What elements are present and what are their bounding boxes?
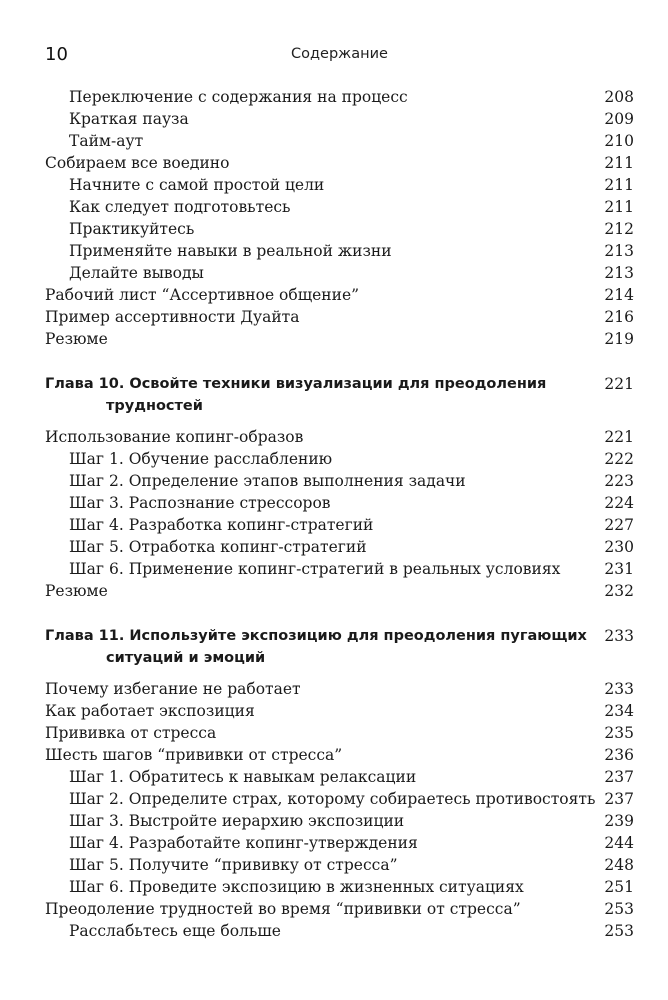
toc-entry[interactable] <box>45 196 634 218</box>
toc-entry-title: Собираем все воедино <box>45 154 230 172</box>
chapter-title-line: трудностей <box>106 398 203 414</box>
toc-entry[interactable] <box>45 426 634 448</box>
toc-entry-page: 251 <box>604 878 634 896</box>
toc-entry[interactable] <box>45 130 634 152</box>
toc-entry-title: Резюме <box>45 330 108 348</box>
toc-entry-page: 253 <box>604 900 634 918</box>
toc-entry-title: Шаг 6. Проведите экспозицию в жизненных ситуациях <box>69 878 524 896</box>
toc-entry[interactable] <box>45 558 634 580</box>
toc-entry-page: 223 <box>604 472 634 490</box>
running-title: Содержание <box>291 46 388 62</box>
toc-entry[interactable] <box>45 678 634 700</box>
toc-entry[interactable] <box>45 810 634 832</box>
toc-entry-page: 231 <box>604 560 634 578</box>
toc-entry[interactable] <box>45 898 634 920</box>
toc-entry[interactable] <box>45 766 634 788</box>
toc-entry-title: Шаг 4. Разработка копинг-стратегий <box>69 516 374 534</box>
toc-entry-title: Практикуйтесь <box>69 220 195 238</box>
toc-entry-page: 222 <box>604 450 634 468</box>
toc-entry-title: Тайм-аут <box>69 132 144 150</box>
toc-entry-page: 214 <box>604 286 634 304</box>
toc-entry[interactable] <box>45 580 634 602</box>
toc-entry-title: Начните с самой простой цели <box>69 176 325 194</box>
toc-entry-title: Использование копинг-образов <box>45 428 304 446</box>
toc-entry[interactable] <box>45 744 634 766</box>
toc-entry-title: Преодоление трудностей во время “прививки от стресса” <box>45 900 521 918</box>
toc-entry-page: 233 <box>604 680 634 698</box>
toc-entry-page: 237 <box>604 790 634 808</box>
toc-entry-title: Шаг 1. Обратитесь к навыкам релаксации <box>69 768 417 786</box>
toc-entry[interactable] <box>45 514 634 536</box>
toc-entry-page: 219 <box>604 330 634 348</box>
toc-block-2 <box>45 426 634 602</box>
toc-entry[interactable] <box>45 920 634 942</box>
toc-entry-title: Применяйте навыки в реальной жизни <box>69 242 392 260</box>
toc-entry[interactable] <box>45 86 634 108</box>
toc-entry[interactable] <box>45 174 634 196</box>
toc-entry-page: 221 <box>604 428 634 446</box>
toc-entry-title: Шесть шагов “прививки от стресса” <box>45 746 343 764</box>
chapter-title-line: ситуаций и эмоций <box>106 650 266 666</box>
toc-entry-title: Как работает экспозиция <box>45 702 255 720</box>
toc-entry-page: 213 <box>604 264 634 282</box>
toc-entry-page: 216 <box>604 308 634 326</box>
toc-entry-page: 235 <box>604 724 634 742</box>
toc-entry-page: 209 <box>604 110 634 128</box>
toc-entry-title: Переключение с содержания на процесс <box>69 88 408 106</box>
toc-entry-title: Шаг 6. Применение копинг-стратегий в реальных условиях <box>69 560 561 578</box>
toc-entry-title: Пример ассертивности Дуайта <box>45 308 300 326</box>
toc-entry[interactable] <box>45 854 634 876</box>
toc-entry-page: 237 <box>604 768 634 786</box>
toc-block-3 <box>45 678 634 942</box>
toc-entry-title: Расслабьтесь еще больше <box>69 922 281 940</box>
toc-entry-title: Резюме <box>45 582 108 600</box>
toc-entry-page: 208 <box>604 88 634 106</box>
page-header <box>45 44 634 68</box>
toc-entry[interactable] <box>45 700 634 722</box>
toc-entry-page: 213 <box>604 242 634 260</box>
toc-block-1 <box>45 86 634 350</box>
toc-entry-page: 227 <box>604 516 634 534</box>
chapter-10-heading[interactable] <box>45 373 634 417</box>
toc-entry-page: 211 <box>604 176 634 194</box>
toc-entry[interactable] <box>45 492 634 514</box>
toc-entry-page: 212 <box>604 220 634 238</box>
toc-entry[interactable] <box>45 788 634 810</box>
toc-entry-title: Рабочий лист “Ассертивное общение” <box>45 286 360 304</box>
toc-entry-title: Прививка от стресса <box>45 724 217 742</box>
toc-entry-page: 232 <box>604 582 634 600</box>
toc-entry-title: Шаг 4. Разработайте копинг-утверждения <box>69 834 418 852</box>
chapter-page-number: 221 <box>604 375 634 393</box>
toc-entry[interactable] <box>45 306 634 328</box>
toc-entry-title: Шаг 3. Выстройте иерархию экспозиции <box>69 812 405 830</box>
toc-entry[interactable] <box>45 470 634 492</box>
chapter-11-heading[interactable] <box>45 625 634 669</box>
toc-entry-page: 253 <box>604 922 634 940</box>
toc-entry[interactable] <box>45 448 634 470</box>
toc-entry-page: 244 <box>604 834 634 852</box>
toc-entry-title: Почему избегание не работает <box>45 680 301 698</box>
toc-entry-page: 234 <box>604 702 634 720</box>
toc-entry[interactable] <box>45 536 634 558</box>
toc-entry[interactable] <box>45 152 634 174</box>
toc-entry-title: Делайте выводы <box>69 264 204 282</box>
toc-entry[interactable] <box>45 832 634 854</box>
toc-entry-title: Шаг 5. Получите “прививку от стресса” <box>69 856 398 874</box>
toc-entry-title: Шаг 3. Распознание стрессоров <box>69 494 331 512</box>
toc-entry[interactable] <box>45 262 634 284</box>
page-number: 10 <box>45 44 68 65</box>
toc-entry-title: Как следует подготовьтесь <box>69 198 291 216</box>
chapter-page-number: 233 <box>604 627 634 645</box>
toc-entry[interactable] <box>45 108 634 130</box>
toc-entry[interactable] <box>45 876 634 898</box>
toc-entry-title: Шаг 1. Обучение расслаблению <box>69 450 333 468</box>
chapter-title-line: Глава 10. Освойте техники визуализации для преодоления <box>45 376 547 392</box>
toc-entry-page: 230 <box>604 538 634 556</box>
table-of-contents <box>45 86 634 942</box>
toc-entry-page: 248 <box>604 856 634 874</box>
chapter-title-line: Глава 11. Используйте экспозицию для преодоления пугающих <box>45 628 587 644</box>
toc-entry-title: Шаг 2. Определение этапов выполнения задачи <box>69 472 466 490</box>
toc-entry-page: 224 <box>604 494 634 512</box>
toc-entry-page: 210 <box>604 132 634 150</box>
toc-entry-page: 211 <box>604 154 634 172</box>
toc-entry-title: Шаг 2. Определите страх, которому собираетесь противостоять <box>69 790 596 808</box>
toc-entry[interactable] <box>45 218 634 240</box>
toc-entry[interactable] <box>45 240 634 262</box>
toc-entry-title: Краткая пауза <box>69 110 189 128</box>
toc-entry-title: Шаг 5. Отработка копинг-стратегий <box>69 538 367 556</box>
toc-entry[interactable] <box>45 284 634 306</box>
toc-entry[interactable] <box>45 328 634 350</box>
toc-entry-page: 236 <box>604 746 634 764</box>
toc-entry[interactable] <box>45 722 634 744</box>
toc-entry-page: 239 <box>604 812 634 830</box>
toc-entry-page: 211 <box>604 198 634 216</box>
